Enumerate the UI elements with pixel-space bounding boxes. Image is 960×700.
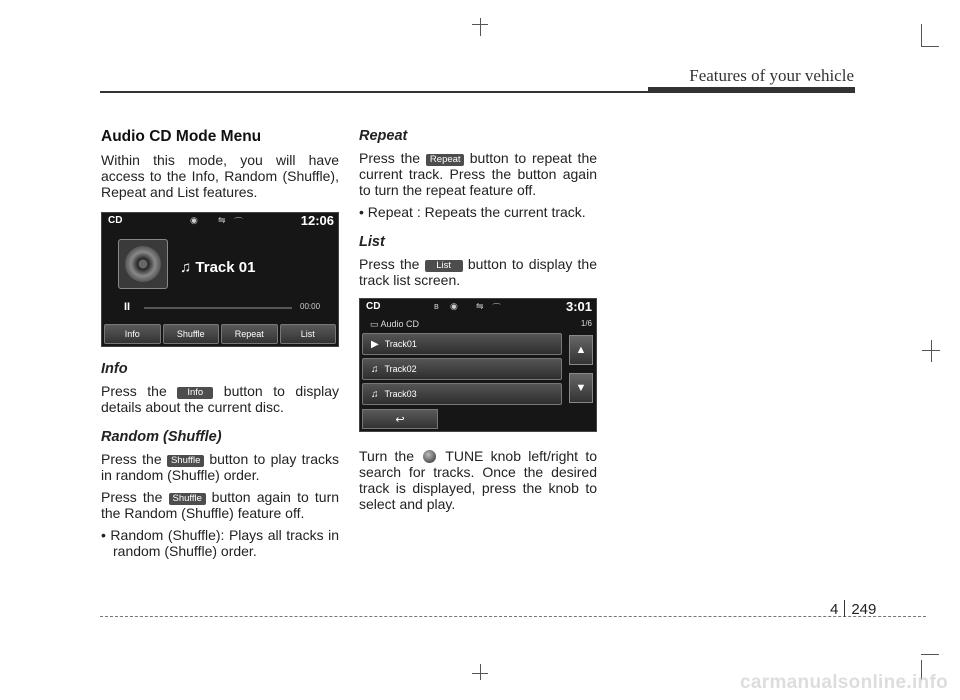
crop-mark: [921, 46, 939, 47]
folder-label: ▭ Audio CD: [370, 319, 420, 329]
track-row[interactable]: ♫ Track02: [362, 358, 562, 380]
info-button[interactable]: Info: [104, 324, 161, 344]
repeat-button-label: Repeat: [426, 154, 464, 166]
repeat-button[interactable]: Repeat: [221, 324, 278, 344]
crop-mark: [931, 340, 932, 362]
mode-label: CD: [108, 215, 123, 226]
mode-label: CD: [366, 301, 381, 312]
back-button[interactable]: [362, 409, 438, 429]
track-title: ♫ Track 01: [180, 259, 256, 276]
shuffle-button-label: Shuffle: [167, 455, 204, 467]
info-heading: Info: [101, 361, 128, 377]
tune-paragraph: Turn the TUNE knob left/right to search for tracks. Once the desired track is displayed, press the knob to select and play.: [359, 448, 598, 512]
list-heading: List: [359, 234, 385, 250]
list-paragraph: Press the List button to display the track list screen.: [359, 256, 598, 288]
left-column: [101, 128, 339, 565]
page-indicator: 1/6: [580, 319, 592, 328]
track-list-screen: [359, 298, 597, 432]
crop-mark: [480, 664, 481, 680]
shuffle-button[interactable]: Shuffle: [163, 324, 220, 344]
repeat-heading: Repeat: [359, 128, 408, 144]
tune-knob-icon: [423, 450, 436, 463]
music-note-icon: ♫: [371, 388, 379, 400]
clock: 3:01: [565, 299, 592, 314]
info-paragraph: Press the Info button to display details about the current disc.: [101, 383, 339, 415]
list-button-label: List: [425, 260, 463, 272]
info-button-label: Info: [177, 387, 213, 399]
usb-icon: ⇋: [218, 215, 226, 225]
usb-icon: ⇋: [476, 301, 484, 311]
track-row[interactable]: ♫ Track03: [362, 383, 562, 405]
repeat-bullet: • Repeat : Repeats the current track.: [359, 204, 586, 220]
music-note-icon: ♫: [371, 363, 379, 375]
aux-icon: ⌒: [234, 217, 244, 227]
crop-mark: [472, 24, 488, 25]
disc-status-icon: ◉: [190, 215, 198, 225]
running-header: Features of your vehicle: [689, 66, 854, 85]
random-paragraph-1: Press the Shuffle button to play tracks in random (Shuffle) order.: [101, 451, 340, 483]
progress-bar: [144, 307, 292, 309]
scroll-up-icon[interactable]: ▲: [569, 335, 593, 365]
footer-rule: [100, 616, 926, 617]
random-bullet: • Random (Shuffle): Plays all tracks in random (Shuffle) order.: [101, 527, 339, 559]
elapsed-time: 00:00: [300, 302, 321, 311]
intro-paragraph: Within this mode, you will have access to the Info, Random (Shuffle), Repeat and List features.: [101, 152, 339, 200]
disc-status-icon: ◉: [450, 301, 458, 311]
scroll-down-icon[interactable]: ▼: [569, 373, 593, 403]
cd-mode-screen: [101, 212, 339, 347]
header-rule: [100, 91, 648, 93]
random-paragraph-2: Press the Shuffle button again to turn the Random (Shuffle) feature off.: [101, 489, 340, 521]
pause-icon[interactable]: II: [124, 301, 131, 313]
crop-mark: [480, 18, 481, 36]
repeat-paragraph: Press the Repeat button to repeat the current track. Press the button again to turn the repeat feature off.: [359, 150, 598, 198]
crop-mark: [922, 350, 940, 351]
section-heading: Audio CD Mode Menu: [101, 128, 262, 145]
watermark: carmanualsonline.info: [740, 672, 948, 693]
clock: 12:06: [300, 213, 334, 228]
screen-button-bar: [104, 324, 336, 344]
page-number: 4 249: [830, 601, 877, 618]
bluetooth-icon: ʙ: [434, 301, 439, 311]
random-heading: Random (Shuffle): [101, 429, 222, 445]
header-bar: [648, 87, 855, 93]
play-icon: ▶: [371, 338, 379, 350]
aux-icon: ⌒: [492, 303, 502, 313]
track-row[interactable]: ▶ Track01: [362, 333, 562, 355]
shuffle-button-label: Shuffle: [169, 493, 206, 505]
back-arrow-icon: ↩: [395, 413, 405, 426]
right-column: [359, 128, 597, 518]
crop-mark: [472, 673, 488, 674]
folder-icon: ▭: [370, 319, 379, 329]
crop-mark: [921, 24, 922, 46]
crop-mark: [921, 654, 939, 655]
cd-disc-icon: [118, 239, 168, 289]
list-button[interactable]: List: [280, 324, 337, 344]
